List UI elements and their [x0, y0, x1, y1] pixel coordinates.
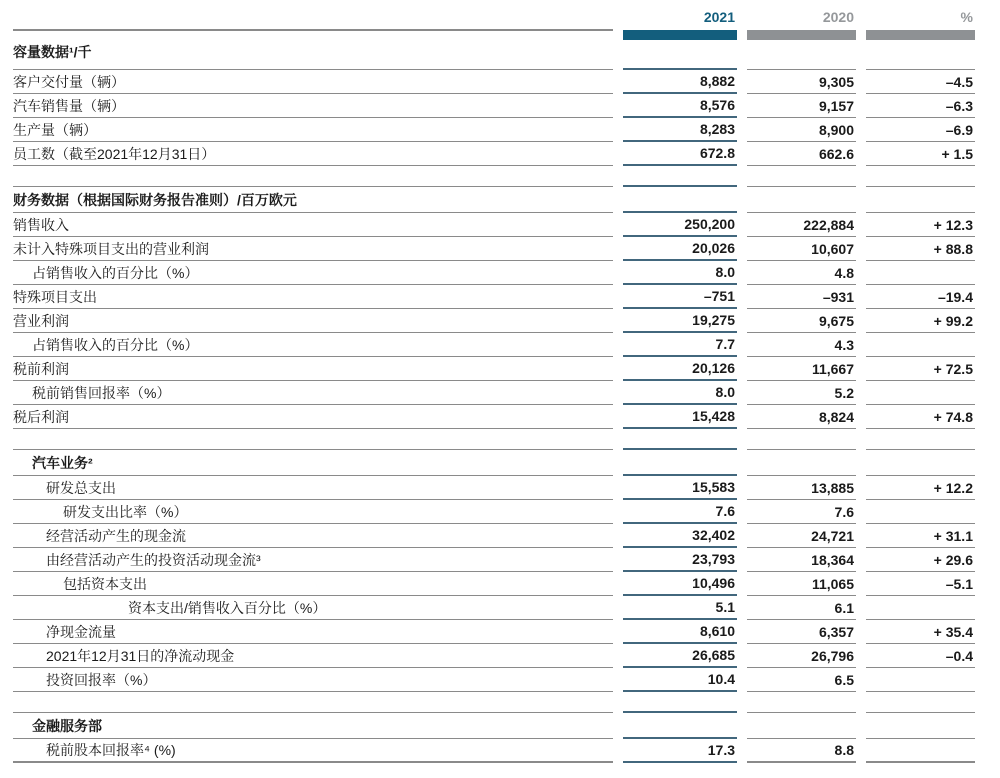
value-2020: [747, 166, 856, 187]
column-header-pct: [866, 8, 975, 40]
row-label: 生产量（辆）: [13, 118, 613, 142]
row-label: 研发支出比率（%）: [13, 500, 613, 524]
value-pct: –5.1: [866, 572, 975, 596]
column-header-2020: [747, 8, 856, 40]
row-label: [13, 166, 613, 187]
value-2021: [623, 166, 737, 187]
value-2021: 8,882: [623, 70, 737, 94]
value-2021: [623, 187, 737, 213]
table-row: [13, 500, 975, 524]
value-pct: –4.5: [866, 70, 975, 94]
row-label: 金融服务部: [13, 713, 613, 739]
table-row: [13, 476, 975, 500]
value-2021: 672.8: [623, 142, 737, 166]
value-2021: 8,283: [623, 118, 737, 142]
value-2020: 11,065: [747, 572, 856, 596]
value-2020: 8,900: [747, 118, 856, 142]
value-2021: [623, 450, 737, 476]
section-spacer-row: [13, 429, 975, 450]
table-row: [13, 118, 975, 142]
value-2020: 9,157: [747, 94, 856, 118]
column-bar-pct: [866, 30, 975, 40]
value-2021: 20,126: [623, 357, 737, 381]
value-pct: + 1.5: [866, 142, 975, 166]
value-pct: + 35.4: [866, 620, 975, 644]
table-row: [13, 620, 975, 644]
value-pct: [866, 187, 975, 213]
value-2021: 5.1: [623, 596, 737, 620]
value-pct: [866, 429, 975, 450]
table-row: [13, 261, 975, 285]
value-2021: [623, 429, 737, 450]
value-2020: 6,357: [747, 620, 856, 644]
table-body: [13, 40, 975, 763]
value-pct: [866, 166, 975, 187]
value-2021: –751: [623, 285, 737, 309]
section-spacer-row: [13, 166, 975, 187]
table-row: [13, 596, 975, 620]
value-2021: 10.4: [623, 668, 737, 692]
value-2020: 8,824: [747, 405, 856, 429]
value-2021: [623, 40, 737, 70]
value-pct: [866, 596, 975, 620]
value-2020: 4.3: [747, 333, 856, 357]
row-label: 员工数（截至2021年12月31日）: [13, 142, 613, 166]
value-2020: 10,607: [747, 237, 856, 261]
value-2021: 10,496: [623, 572, 737, 596]
table-row: [13, 739, 975, 763]
value-pct: [866, 333, 975, 357]
value-pct: [866, 692, 975, 713]
value-pct: + 29.6: [866, 548, 975, 572]
value-2020: [747, 450, 856, 476]
section-heading-row: [13, 187, 975, 213]
table-row: [13, 333, 975, 357]
value-2021: 8,576: [623, 94, 737, 118]
value-2020: 24,721: [747, 524, 856, 548]
table-row: [13, 237, 975, 261]
value-pct: + 99.2: [866, 309, 975, 333]
value-2020: 7.6: [747, 500, 856, 524]
value-pct: –6.3: [866, 94, 975, 118]
row-label: 由经营活动产生的投资活动现金流³: [13, 548, 613, 572]
value-pct: [866, 668, 975, 692]
value-2020: 4.8: [747, 261, 856, 285]
value-2021: 26,685: [623, 644, 737, 668]
value-2021: [623, 692, 737, 713]
table-row: [13, 309, 975, 333]
value-pct: –6.9: [866, 118, 975, 142]
value-2020: 9,675: [747, 309, 856, 333]
value-pct: [866, 500, 975, 524]
table-row: [13, 524, 975, 548]
row-label: 研发总支出: [13, 476, 613, 500]
value-pct: + 12.3: [866, 213, 975, 237]
value-2020: [747, 713, 856, 739]
row-label: 容量数据¹/千: [13, 40, 613, 70]
divider: [13, 29, 613, 31]
row-label: 资本支出/销售收入百分比（%）: [13, 596, 613, 620]
value-pct: –0.4: [866, 644, 975, 668]
value-2021: 17.3: [623, 739, 737, 763]
row-label: 销售收入: [13, 213, 613, 237]
value-pct: [866, 261, 975, 285]
table-row: [13, 142, 975, 166]
row-label: 税前股本回报率⁴ (%): [13, 739, 613, 763]
value-pct: [866, 739, 975, 763]
value-2021: 20,026: [623, 237, 737, 261]
header-top-rule: [13, 8, 613, 40]
row-label: 经营活动产生的现金流: [13, 524, 613, 548]
value-2021: 15,428: [623, 405, 737, 429]
table-row: [13, 548, 975, 572]
table-row: [13, 381, 975, 405]
value-2020: [747, 187, 856, 213]
table-row: [13, 285, 975, 309]
value-pct: [866, 713, 975, 739]
value-2020: 222,884: [747, 213, 856, 237]
table-row: [13, 94, 975, 118]
value-2020: 6.1: [747, 596, 856, 620]
table-row: [13, 70, 975, 94]
column-header-2020-label: 2020: [822, 9, 854, 25]
value-2020: 8.8: [747, 739, 856, 763]
value-2020: 11,667: [747, 357, 856, 381]
column-header-pct-label: %: [960, 9, 973, 25]
value-2020: 13,885: [747, 476, 856, 500]
value-2020: 9,305: [747, 70, 856, 94]
table-row: [13, 668, 975, 692]
row-label: 包括资本支出: [13, 572, 613, 596]
row-label: [13, 692, 613, 713]
value-2021: 8.0: [623, 261, 737, 285]
value-2021: 32,402: [623, 524, 737, 548]
row-label: 汽车销售量（辆）: [13, 94, 613, 118]
table-row: [13, 405, 975, 429]
value-pct: + 31.1: [866, 524, 975, 548]
value-2021: 15,583: [623, 476, 737, 500]
value-2020: [747, 429, 856, 450]
table-row: [13, 644, 975, 668]
value-pct: [866, 381, 975, 405]
table-header: [13, 8, 975, 40]
row-label: 营业利润: [13, 309, 613, 333]
value-2020: 662.6: [747, 142, 856, 166]
value-2021: 23,793: [623, 548, 737, 572]
value-2021: 7.7: [623, 333, 737, 357]
row-label: [13, 429, 613, 450]
value-pct: + 12.2: [866, 476, 975, 500]
value-2020: [747, 40, 856, 70]
column-bar-2021: [623, 30, 737, 40]
value-2020: 18,364: [747, 548, 856, 572]
row-label: 净现金流量: [13, 620, 613, 644]
row-label: 税前利润: [13, 357, 613, 381]
value-pct: + 72.5: [866, 357, 975, 381]
value-2020: –931: [747, 285, 856, 309]
value-2021: 8.0: [623, 381, 737, 405]
value-2021: 250,200: [623, 213, 737, 237]
table-row: [13, 213, 975, 237]
value-pct: + 74.8: [866, 405, 975, 429]
value-pct: [866, 450, 975, 476]
value-2021: 8,610: [623, 620, 737, 644]
row-label: 财务数据（根据国际财务报告准则）/百万欧元: [13, 187, 613, 213]
column-header-2021: [623, 8, 737, 40]
table-row: [13, 572, 975, 596]
value-2020: [747, 692, 856, 713]
value-2020: 5.2: [747, 381, 856, 405]
table-row: [13, 357, 975, 381]
column-bar-2020: [747, 30, 856, 40]
section-spacer-row: [13, 692, 975, 713]
section-heading-row: [13, 713, 975, 739]
row-label: 汽车业务²: [13, 450, 613, 476]
row-label: 特殊项目支出: [13, 285, 613, 309]
row-label: 税前销售回报率（%）: [13, 381, 613, 405]
section-heading-row: [13, 40, 975, 70]
value-pct: + 88.8: [866, 237, 975, 261]
row-label: 2021年12月31日的净流动现金: [13, 644, 613, 668]
value-2020: 6.5: [747, 668, 856, 692]
value-2021: [623, 713, 737, 739]
value-2021: 7.6: [623, 500, 737, 524]
value-pct: –19.4: [866, 285, 975, 309]
section-heading-row: [13, 450, 975, 476]
row-label: 占销售收入的百分比（%）: [13, 261, 613, 285]
row-label: 客户交付量（辆）: [13, 70, 613, 94]
row-label: 投资回报率（%）: [13, 668, 613, 692]
row-label: 占销售收入的百分比（%）: [13, 333, 613, 357]
row-label: 税后利润: [13, 405, 613, 429]
value-pct: [866, 40, 975, 70]
row-label: 未计入特殊项目支出的营业利润: [13, 237, 613, 261]
value-2020: 26,796: [747, 644, 856, 668]
column-header-2021-label: 2021: [703, 9, 735, 25]
value-2021: 19,275: [623, 309, 737, 333]
